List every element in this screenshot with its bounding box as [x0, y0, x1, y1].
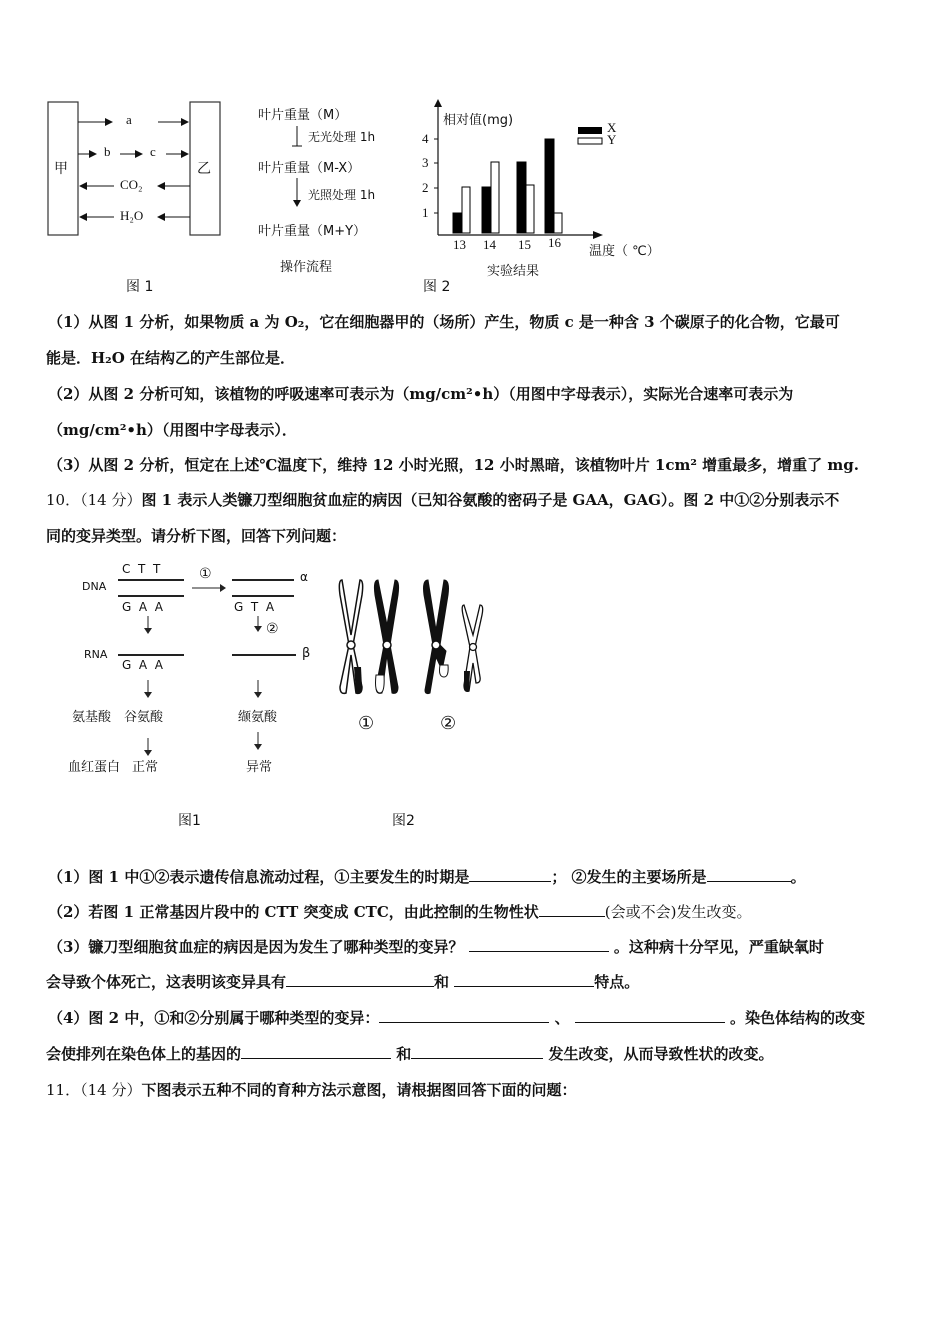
q10-part3-text2: 。这种病十分罕见，严重缺氧时 [613, 938, 824, 956]
q11-stem-text: 下图表示五种不同的育种方法示意图，请根据图回答下面的问题： [141, 1081, 577, 1099]
q10-stem-text: 图 1 表示人类镰刀型细胞贫血症的病因（已知谷氨酸的密码子是 GAA，GAG）。图 2 中①②分别表示不 [141, 491, 840, 509]
operation-flow [258, 100, 418, 280]
q10-part2-text: （2）若图 1 正常基因片段中的 CTT 突变成 CTC，由此控制的生物性状 [48, 903, 539, 921]
dna-top-bases: C T T [122, 562, 161, 576]
rna-label: RNA [84, 648, 108, 661]
q11-score: （14 分） [80, 1081, 142, 1099]
dna-label: DNA [82, 580, 107, 593]
q9-part1-line1: （1）从图 1 分析，如果物质 a 为 O₂，它在细胞器甲的（场所）产生，物质 c 是一种含 3 个碳原子的化合物，它最可 [48, 313, 840, 331]
q10-part2 [48, 902, 751, 922]
q10-stem-line1 [46, 490, 839, 510]
y-tick: 3 [422, 155, 429, 170]
answer-blank[interactable] [575, 1008, 725, 1023]
q10-part3-text3: 会导致个体死亡，这表明该变异具有 [46, 973, 287, 991]
figure-2-caption: 图2 [392, 813, 415, 829]
chart-x-axis-label: 温度（ ℃） [589, 244, 660, 259]
x-tick: 14 [483, 237, 496, 252]
answer-blank[interactable] [411, 1044, 543, 1059]
y-tick: 2 [422, 180, 429, 195]
q10-part3-line2 [46, 972, 639, 992]
flow-step-1: 叶片重量（M） [258, 108, 348, 123]
answer-blank[interactable] [469, 937, 609, 952]
q10-part4-sep: 、 [554, 1009, 570, 1027]
chromosome-diagram [330, 575, 500, 705]
answer-blank[interactable] [454, 972, 594, 987]
answer-blank[interactable] [379, 1008, 549, 1023]
flow-operation-dark: 无光处理 1h [308, 130, 376, 144]
substance-c-label: c [150, 144, 156, 159]
h2o-label: H₂O [120, 208, 144, 223]
q9-part2-line2: （mg/cm²•h）（用图中字母表示）． [48, 421, 297, 439]
q10-part4-line1 [48, 1008, 865, 1028]
bar-chart-experiment-results [415, 95, 665, 305]
answer-blank[interactable] [539, 902, 605, 917]
down-arrow-icon [292, 178, 302, 208]
answer-blank[interactable] [241, 1044, 391, 1059]
figure-chromosome-variation [330, 575, 500, 840]
y-tick: 4 [422, 131, 429, 146]
rna-bases: G A A [122, 658, 163, 672]
q11-number: 11． [46, 1081, 81, 1099]
q10-part3-and: 和 [434, 973, 450, 991]
alpha-label: α [300, 570, 308, 584]
x-tick: 16 [548, 235, 561, 250]
q9-part3-line1: （3）从图 2 分析，恒定在上述℃温度下，维持 12 小时光照，12 小时黑暗，该植物叶片 1cm² 增重最多，增重了 mg. [48, 456, 859, 474]
q9-part1-line2: 能是．H₂O 在结构乙的产生部位是． [46, 349, 296, 367]
legend-x-label: X [607, 120, 617, 135]
figure-dna-mutation [62, 558, 322, 838]
figure-organelle-exchange [44, 100, 224, 295]
chromosome-label-2: ② [440, 713, 457, 734]
hemoglobin-abnormal: 异常 [246, 760, 273, 775]
q10-part1 [48, 867, 806, 887]
step-2-marker: ② [266, 621, 279, 637]
q10-part4-text2: 。染色体结构的改变 [730, 1009, 866, 1027]
flow-caption: 操作流程 [280, 260, 333, 275]
q11-stem [46, 1080, 576, 1100]
answer-blank[interactable] [286, 972, 434, 987]
hemoglobin-label: 血红蛋白 [68, 760, 121, 775]
co2-label: CO₂ [120, 177, 143, 192]
q10-part4-end: 发生改变，从而导致性状的改变。 [548, 1045, 774, 1063]
q10-part4-text: （4）图 2 中，①和②分别属于哪种类型的变异： [48, 1009, 380, 1027]
flow-operation-light: 光照处理 1h [308, 188, 376, 202]
down-arrow-icon [292, 126, 302, 148]
q10-number: 10． [46, 491, 81, 509]
q10-part1-text: （1）图 1 中①②表示遗传信息流动过程，①主要发生的时期是 [48, 868, 470, 886]
q10-part1-text2: ； ②发生的主要场所是 [551, 868, 707, 886]
answer-blank[interactable] [469, 867, 551, 882]
y-tick: 1 [422, 205, 429, 220]
q10-part3-end: 特点。 [594, 973, 640, 991]
hemoglobin-normal: 正常 [132, 760, 159, 775]
flow-step-3: 叶片重量（M+Y） [258, 224, 367, 239]
answer-blank[interactable] [707, 867, 791, 882]
x-tick: 15 [518, 237, 531, 252]
q10-part4-line2 [46, 1044, 774, 1064]
q10-part3-text: （3）镰刀型细胞贫血症的病因是因为发生了哪种类型的变异？ [48, 938, 464, 956]
substance-b-label: b [104, 144, 111, 159]
dna-bottom-bases: G A A [122, 600, 163, 614]
q10-part4-text3: 会使排列在染色体上的基因的 [46, 1045, 242, 1063]
chart-y-axis-label: 相对值(mg) [443, 113, 514, 128]
q9-part2-line1: （2）从图 2 分析可知，该植物的呼吸速率可表示为（mg/cm²•h）（用图中字母表示），实际光合速率可表示为 [48, 385, 794, 403]
organelle-yi-label: 乙 [197, 161, 211, 177]
amino-acid-label: 氨基酸 [72, 710, 112, 725]
chart-caption: 图 2 [423, 279, 451, 295]
beta-label: β [302, 646, 311, 661]
flow-step-2: 叶片重量（M-X） [258, 161, 361, 176]
q10-stem-line2: 同的变异类型。请分析下图，回答下列问题： [46, 527, 347, 545]
q10-part3-line1 [48, 937, 824, 957]
mutated-bases: G T A [234, 600, 275, 614]
figure-caption: 图 1 [126, 279, 154, 295]
chart-title: 实验结果 [487, 264, 540, 279]
substance-a-label: a [126, 112, 132, 127]
organelle-jia-label: 甲 [54, 161, 68, 177]
q10-part1-end: 。 [790, 868, 806, 886]
amino-acid-mutant: 缬氨酸 [238, 710, 278, 725]
chromosome-label-1: ① [358, 713, 375, 734]
q10-score: （14 分） [80, 491, 142, 509]
legend-y-label: Y [607, 132, 617, 147]
amino-acid-normal: 谷氨酸 [124, 710, 164, 725]
x-tick: 13 [453, 237, 466, 252]
figure-1-caption: 图1 [178, 813, 201, 829]
step-1-marker: ① [199, 566, 212, 582]
q10-part2-end: (会或不会)发生改变。 [604, 903, 752, 921]
q10-part4-and: 和 [396, 1045, 412, 1063]
